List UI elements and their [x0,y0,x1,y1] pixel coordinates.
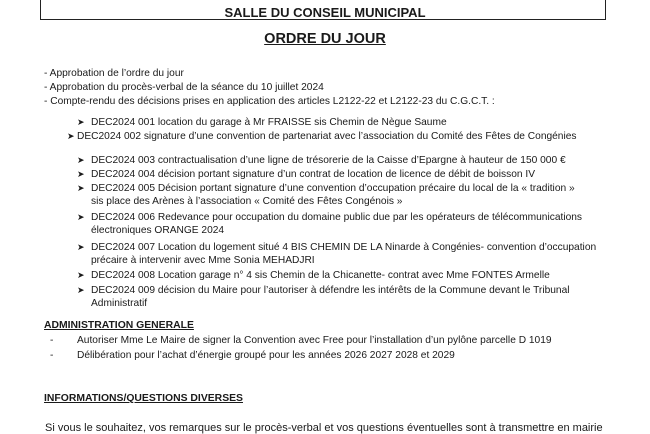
decision-line: DEC2024 007 Location du logement situé 4 BIS CHEMIN DE LA Ninarde à Congénies- convention d’occupation [91,242,597,253]
arrow-bullet-icon: ➤ [77,117,85,127]
decision-line: DEC2024 004 décision portant signature d’un contrat de location de licence de débit de boisson IV [91,169,536,180]
decision-item [77,182,575,208]
decision-item [77,284,570,310]
arrow-bullet-icon: ➤ [77,242,85,252]
decision-item [77,241,597,267]
section-heading-info: INFORMATIONS/QUESTIONS DIVERSES [44,393,243,404]
dash-bullet: - [50,335,54,346]
arrow-bullet-icon: ➤ [77,155,85,165]
arrow-bullet-icon: ➤ [77,285,85,295]
admin-item-text: Autoriser Mme Le Maire de signer la Convention avec Free pour l’installation d’un pylône parcelle D 1019 [77,335,552,346]
decision-line: DEC2024 009 décision du Maire pour l’autoriser à défendre les intérêts de la Commune devant le Tribunal [91,285,570,296]
footer-note: Si vous le souhaitez, vos remarques sur le procès-verbal et vos questions éventuelles sont à transmettre en mairie [45,422,603,434]
decision-item [67,130,577,143]
admin-item [50,350,455,361]
decision-line: DEC2024 006 Redevance pour occupation du domaine public due par les opérateurs de télécommunications [91,212,583,223]
decision-line: DEC2024 005 Décision portant signature d’une convention d’occupation précaire du local de la « tradition » [91,183,575,194]
decision-line: DEC2024 002 signature d’une convention de partenariat avec l’association du Comité des Fêtes de Congénies [77,131,577,142]
decision-item [77,154,566,167]
admin-item-text: Délibération pour l’achat d’énergie groupé pour les années 2026 2027 2028 et 2029 [77,350,455,361]
agenda-title: ORDRE DU JOUR [264,31,386,47]
arrow-bullet-icon: ➤ [77,212,85,222]
intro-item: - Approbation du procès-verbal de la séance du 10 juillet 2024 [44,82,324,93]
decision-line: Administratif [91,298,148,309]
dash-bullet: - [50,350,54,361]
decision-line: sis place des Arènes à l’association « Comité des Fêtes Congénois » [91,196,403,207]
decision-item [77,269,550,282]
arrow-bullet-icon: ➤ [77,183,85,193]
decision-line: électroniques ORANGE 2024 [91,225,225,236]
arrow-bullet-icon: ➤ [77,169,85,179]
decision-item [77,168,536,181]
decision-line: DEC2024 003 contractualisation d’une ligne de trésorerie de la Caisse d’Epargne à hauteur de 150 000 € [91,155,566,166]
intro-item: - Approbation de l’ordre du jour [44,68,184,79]
room-title: SALLE DU CONSEIL MUNICIPAL [224,5,426,20]
section-heading-admin: ADMINISTRATION GENERALE [44,320,194,331]
decision-line: DEC2024 001 location du garage à Mr FRAISSE sis Chemin de Nègue Saume [91,117,447,128]
admin-item [50,335,552,346]
decision-item [77,211,583,237]
intro-item: - Compte-rendu des décisions prises en application des articles L2122-22 et L2122-23 du C.G.C.T. : [44,96,495,107]
decision-line: DEC2024 008 Location garage n° 4 sis Chemin de la Chicanette- contrat avec Mme FONTES Armelle [91,270,550,281]
arrow-bullet-icon: ➤ [77,270,85,280]
arrow-bullet-icon: ➤ [67,131,75,141]
decision-line: précaire à intervenir avec Mme Sonia MEHADJRI [91,255,315,266]
decision-item [77,116,447,129]
